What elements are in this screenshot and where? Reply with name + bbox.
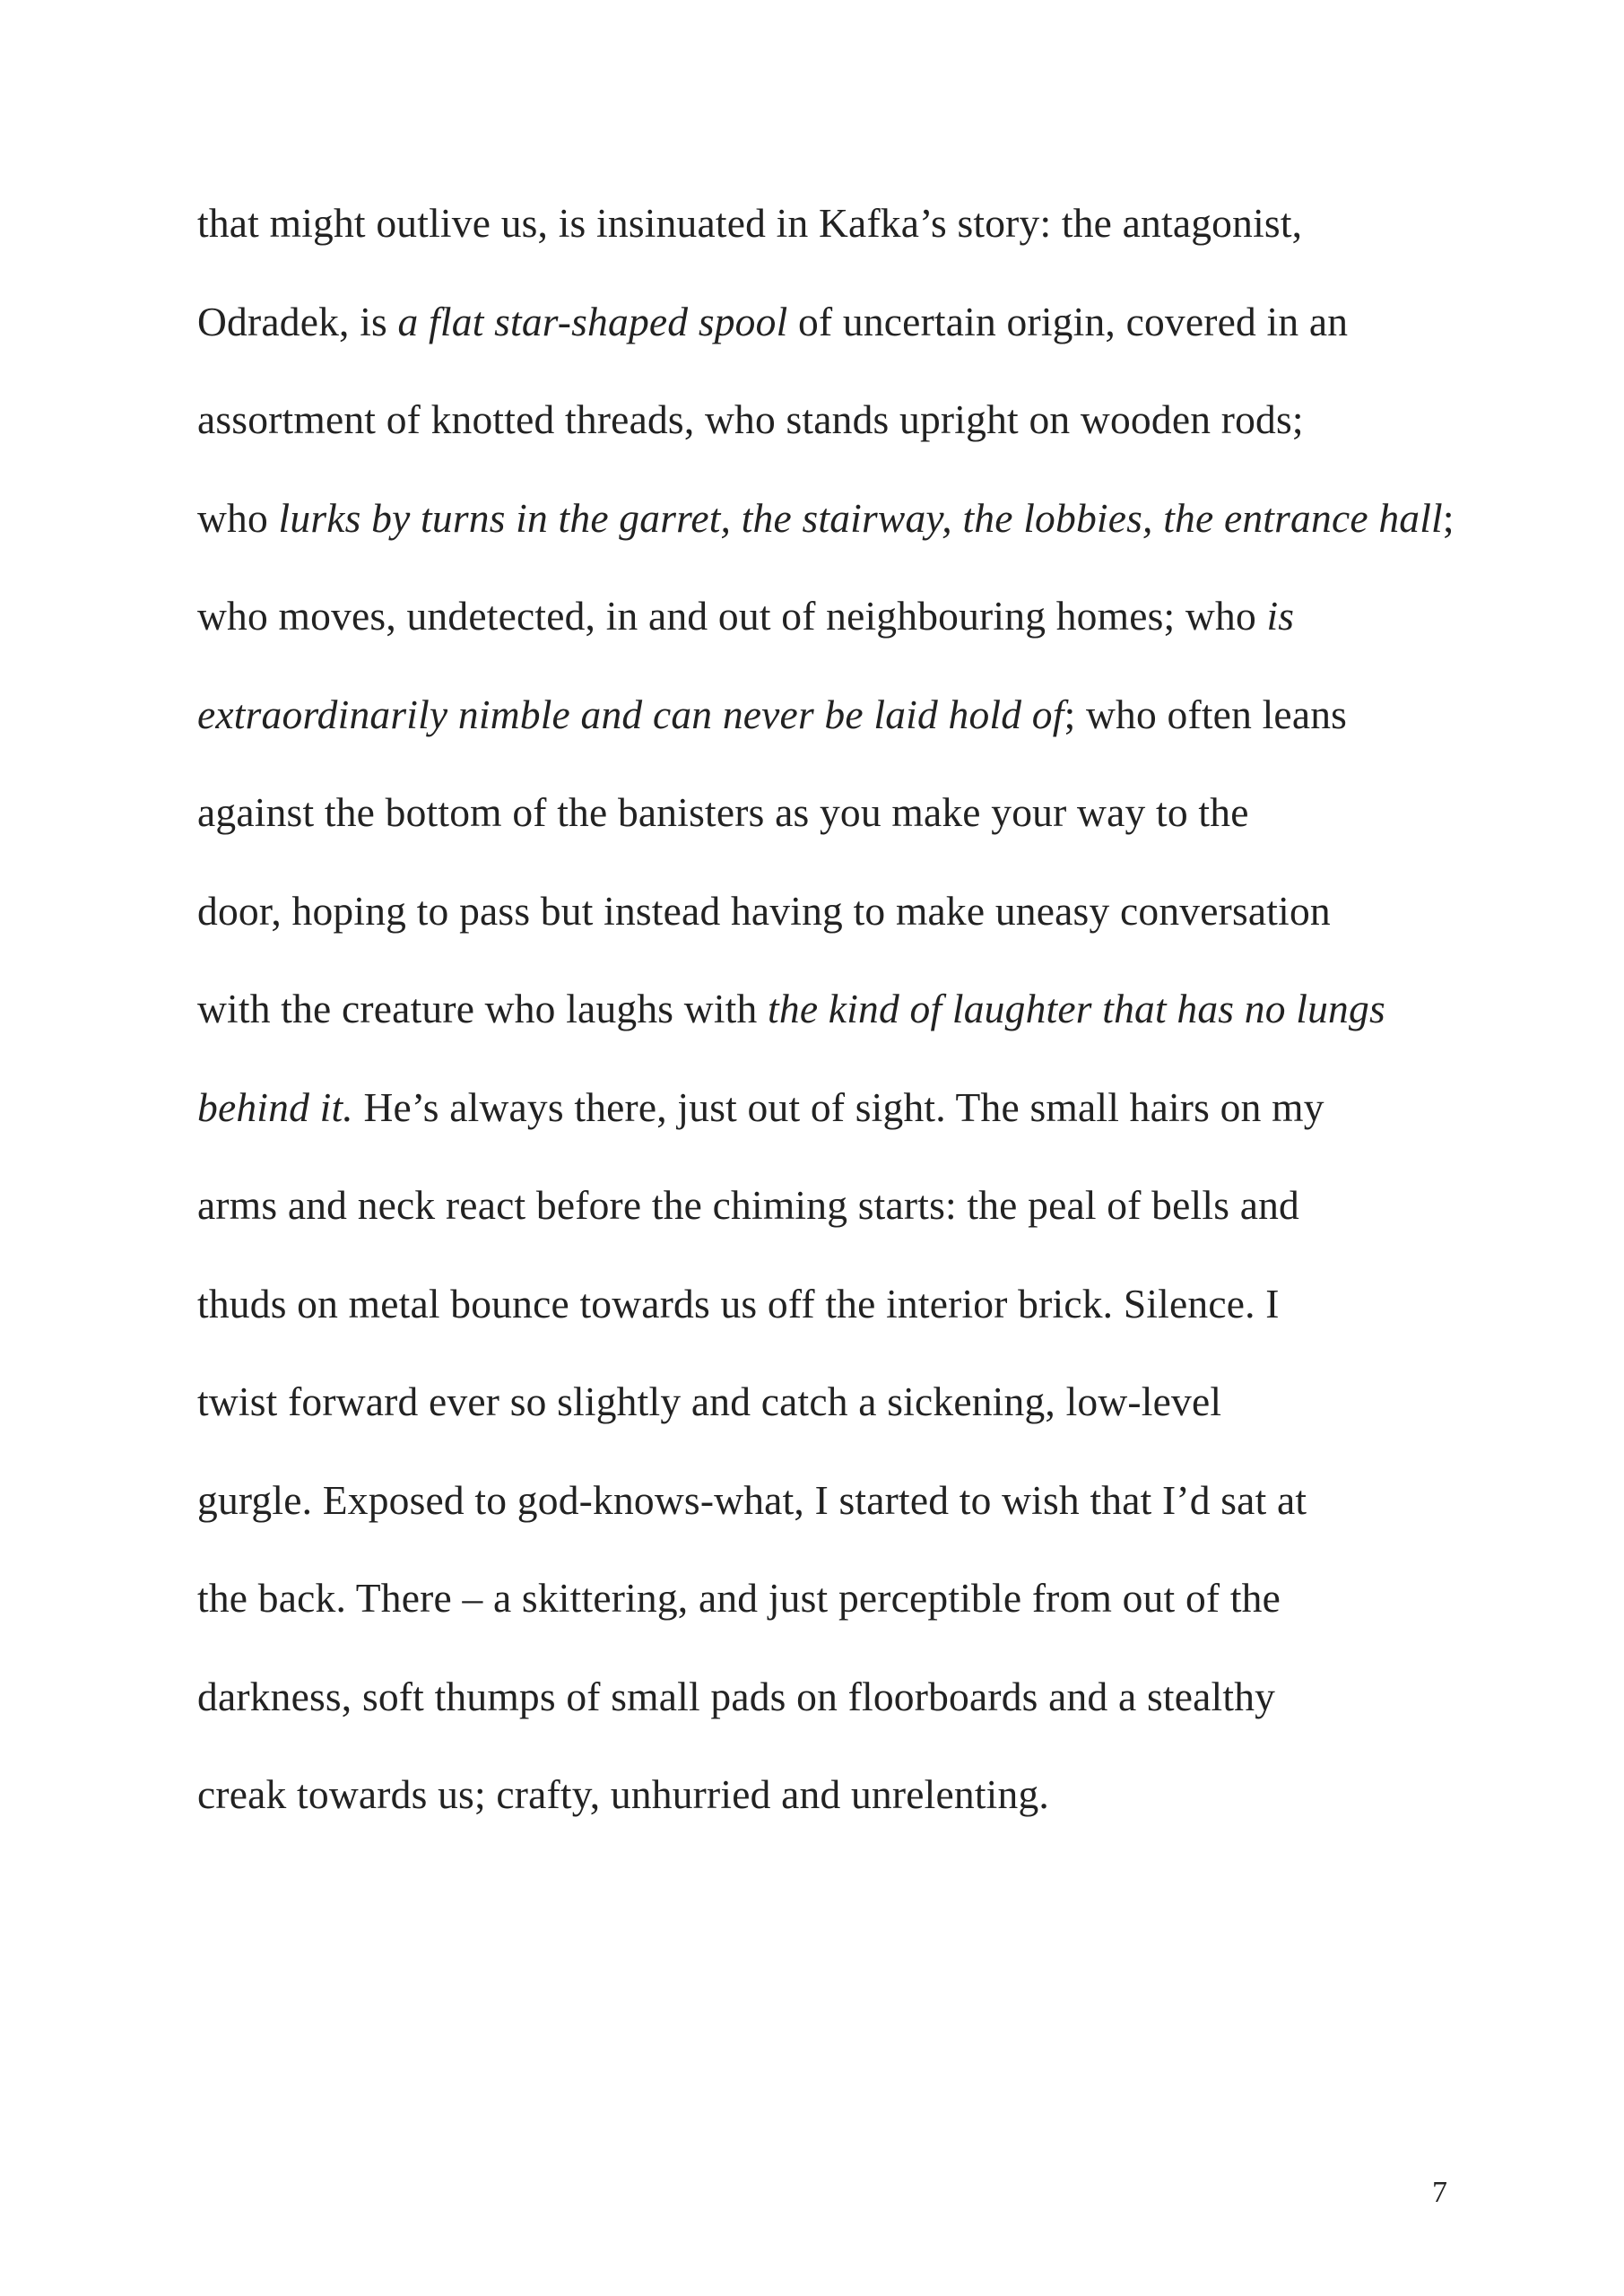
text-run: with the creature who laughs with xyxy=(197,986,769,1031)
text-line xyxy=(197,385,1489,483)
text-line xyxy=(197,1170,1489,1269)
italic-text-run: extraordinarily nimble and can never be laid hold of xyxy=(197,691,1064,737)
text-line xyxy=(197,1760,1489,1858)
text-run: arms and neck react before the chiming starts: the peal of bells and xyxy=(197,1182,1299,1228)
text-line xyxy=(197,778,1489,876)
text-run: He’s always there, just out of sight. The small hairs on my xyxy=(352,1083,1324,1130)
text-line xyxy=(197,974,1489,1073)
text-line xyxy=(197,1662,1489,1761)
text-run: of uncertain origin, covered in an xyxy=(787,298,1349,344)
text-run: gurgle. Exposed to god-knows-what, I started to wish that I’d sat at xyxy=(197,1476,1307,1523)
italic-text-run: the kind of laughter that has no lungs xyxy=(768,986,1385,1031)
text-run: who xyxy=(197,494,279,541)
page-number: 7 xyxy=(1432,2176,1447,2209)
text-run: ; who often leans xyxy=(1064,691,1348,737)
text-run: who moves, undetected, in and out of neighbouring homes; who xyxy=(197,593,1267,639)
body-text xyxy=(197,188,1489,1858)
text-line xyxy=(197,680,1489,778)
text-run: door, hoping to pass but instead having to make uneasy conversation xyxy=(197,887,1331,934)
text-run: against the bottom of the banisters as you make your way to the xyxy=(197,789,1249,835)
text-line xyxy=(197,581,1489,680)
text-run: ; xyxy=(1442,494,1455,541)
italic-text-run: a flat star-shaped spool xyxy=(397,298,788,344)
text-line xyxy=(197,1073,1489,1171)
text-line xyxy=(197,1563,1489,1662)
text-line xyxy=(197,1465,1489,1564)
text-line xyxy=(197,1367,1489,1465)
text-run: the back. There – a skittering, and just perceptible from out of the xyxy=(197,1575,1281,1621)
text-line xyxy=(197,287,1489,386)
text-run: that might outlive us, is insinuated in Kafka’s story: the antagonist, xyxy=(197,200,1303,246)
text-line xyxy=(197,876,1489,975)
text-line xyxy=(197,188,1489,287)
text-line xyxy=(197,1269,1489,1368)
text-line xyxy=(197,483,1489,582)
italic-text-run: is xyxy=(1266,593,1295,639)
text-run: Odradek, is xyxy=(197,298,398,344)
text-run: creak towards us; crafty, unhurried and unrelenting. xyxy=(197,1771,1049,1817)
text-run: twist forward ever so slightly and catch a sickening, low-level xyxy=(197,1378,1222,1424)
text-run: darkness, soft thumps of small pads on floorboards and a stealthy xyxy=(197,1673,1276,1719)
italic-text-run: lurks by turns in the garret, the stairway, the lobbies, the entrance hall xyxy=(278,494,1443,541)
text-run: thuds on metal bounce towards us off the interior brick. Silence. I xyxy=(197,1280,1280,1326)
text-run: assortment of knotted threads, who stands upright on wooden rods; xyxy=(197,396,1304,442)
italic-text-run: behind it. xyxy=(197,1083,353,1130)
